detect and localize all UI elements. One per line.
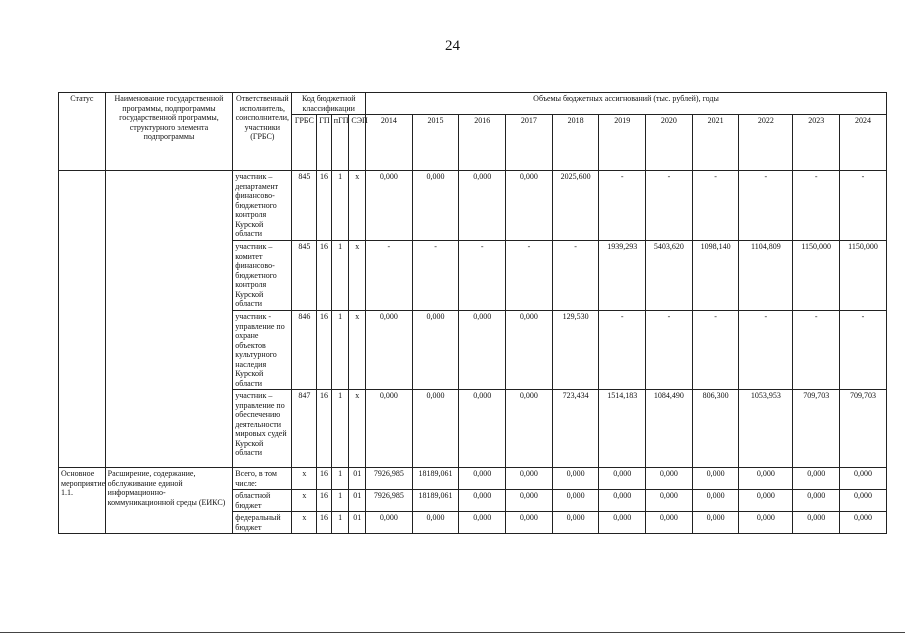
row-value-2018: 0,000 [552,490,599,512]
row-code-0: 845 [292,171,317,241]
row-value-2021: - [692,171,739,241]
row-value-2021: 806,300 [692,390,739,468]
row-value-2022: 0,000 [739,490,793,512]
row-code-2: 1 [331,171,349,241]
header-year-2016: 2016 [459,115,506,171]
row-code-0: х [292,468,317,490]
row-value-2018: 0,000 [552,512,599,534]
row-code-1: 16 [317,512,332,534]
row-value-2021: 0,000 [692,468,739,490]
header-code-0: ГРБС [292,115,317,171]
row-value-2021: 0,000 [692,490,739,512]
row-value-2014: 0,000 [366,512,413,534]
row-executor: федеральный бюджет [233,512,292,534]
row-value-2019: - [599,171,646,241]
row-value-2022: 0,000 [739,512,793,534]
row-value-2024: 0,000 [840,490,887,512]
row-code-3: 01 [349,490,366,512]
row-value-2016: - [459,241,506,311]
row-value-2016: 0,000 [459,171,506,241]
header-volumes-group: Объемы бюджетных ассигнований (тыс. рублей), годы [366,93,887,115]
row-value-2024: 0,000 [840,468,887,490]
header-code-3: СЭП [349,115,366,171]
row-value-2022: - [739,311,793,390]
page-bottom-edge [0,632,905,633]
row-value-2023: - [793,171,840,241]
row-code-3: 01 [349,468,366,490]
row-value-2024: - [840,311,887,390]
row-value-2015: 0,000 [412,512,459,534]
row-code-1: 16 [317,241,332,311]
row-value-2018: 129,530 [552,311,599,390]
row-value-2017: 0,000 [506,468,553,490]
row-value-2021: 1098,140 [692,241,739,311]
row-value-2020: 0,000 [646,490,693,512]
header-year-2017: 2017 [506,115,553,171]
row-value-2015: 18189,061 [412,468,459,490]
row-code-3: х [349,311,366,390]
row-value-2020: 5403,620 [646,241,693,311]
row-value-2024: 709,703 [840,390,887,468]
page-number: 24 [445,38,460,54]
row-value-2017: 0,000 [506,311,553,390]
row-value-2015: 0,000 [412,390,459,468]
row-value-2017: 0,000 [506,171,553,241]
row-code-0: х [292,490,317,512]
row-code-0: 846 [292,311,317,390]
row-value-2017: 0,000 [506,390,553,468]
row-executor: участник – управление по обеспечению деятельности мировых судей Курской области [233,390,292,468]
row-value-2022: - [739,171,793,241]
row-executor: областной бюджет [233,490,292,512]
row-value-2017: 0,000 [506,512,553,534]
header-year-2019: 2019 [599,115,646,171]
row-value-2022: 0,000 [739,468,793,490]
header-status: Статус [59,93,106,171]
header-row-1 [59,93,887,115]
header-executor: Ответственный исполнитель, соисполнители, участники (ГРБС) [233,93,292,171]
row-code-1: 16 [317,171,332,241]
row-value-2014: 0,000 [366,390,413,468]
row-code-3: х [349,171,366,241]
row-value-2018: 2025,600 [552,171,599,241]
row-value-2022: 1104,809 [739,241,793,311]
row-value-2016: 0,000 [459,311,506,390]
row-value-2017: - [506,241,553,311]
row-value-2019: 0,000 [599,512,646,534]
row-executor: участник – комитет финансово-бюджетного контроля Курской области [233,241,292,311]
row-code-3: х [349,241,366,311]
row-code-3: 01 [349,512,366,534]
table-body [59,171,887,534]
row-value-2023: 0,000 [793,468,840,490]
row-code-2: 1 [331,490,349,512]
row-status [59,171,106,468]
row-value-2014: 7926,985 [366,490,413,512]
header-year-2020: 2020 [646,115,693,171]
row-value-2016: 0,000 [459,468,506,490]
row-code-2: 1 [331,311,349,390]
row-value-2023: - [793,311,840,390]
row-code-1: 16 [317,311,332,390]
row-code-0: х [292,512,317,534]
header-year-2018: 2018 [552,115,599,171]
table-row [59,171,887,241]
row-value-2020: 0,000 [646,512,693,534]
row-code-0: 845 [292,241,317,311]
row-value-2014: - [366,241,413,311]
row-value-2014: 0,000 [366,171,413,241]
row-value-2016: 0,000 [459,512,506,534]
header-code-1: ГП [317,115,332,171]
row-value-2020: - [646,171,693,241]
header-year-2022: 2022 [739,115,793,171]
row-value-2023: 0,000 [793,490,840,512]
row-value-2019: 0,000 [599,490,646,512]
row-value-2016: 0,000 [459,390,506,468]
row-value-2020: - [646,311,693,390]
row-value-2014: 0,000 [366,311,413,390]
row-value-2015: - [412,241,459,311]
row-value-2020: 0,000 [646,468,693,490]
row-code-3: х [349,390,366,468]
row-value-2018: - [552,241,599,311]
row-value-2015: 0,000 [412,311,459,390]
row-code-1: 16 [317,490,332,512]
header-code-group: Код бюджетной классификации [292,93,366,115]
row-value-2019: - [599,311,646,390]
row-executor: Всего, в том числе: [233,468,292,490]
row-value-2021: - [692,311,739,390]
table-row [59,468,887,490]
row-value-2018: 723,434 [552,390,599,468]
header-year-2021: 2021 [692,115,739,171]
row-value-2024: 1150,000 [840,241,887,311]
row-program-name: Расширение, содержание, обслуживание единой информационно-коммуникационной среды (ЕИКС) [105,468,233,534]
header-code-2: пГП [331,115,349,171]
row-value-2018: 0,000 [552,468,599,490]
row-code-2: 1 [331,241,349,311]
row-executor: участник – департамент финансово-бюджетного контроля Курской области [233,171,292,241]
row-value-2015: 18189,061 [412,490,459,512]
row-code-1: 16 [317,468,332,490]
row-code-1: 16 [317,390,332,468]
row-code-2: 1 [331,468,349,490]
row-value-2019: 1939,293 [599,241,646,311]
row-value-2023: 1150,000 [793,241,840,311]
row-value-2022: 1053,953 [739,390,793,468]
row-value-2020: 1084,490 [646,390,693,468]
row-value-2015: 0,000 [412,171,459,241]
row-value-2019: 0,000 [599,468,646,490]
header-year-2024: 2024 [840,115,887,171]
header-program-name: Наименование государственной программы, подпрограммы государственной программы, структурного элемента подпрограммы [105,93,233,171]
header-year-2014: 2014 [366,115,413,171]
row-value-2023: 709,703 [793,390,840,468]
row-status: Основное мероприятие 1.1. [59,468,106,534]
row-value-2017: 0,000 [506,490,553,512]
row-code-2: 1 [331,390,349,468]
row-value-2023: 0,000 [793,512,840,534]
header-year-2015: 2015 [412,115,459,171]
row-value-2021: 0,000 [692,512,739,534]
budget-table [58,92,887,534]
header-year-2023: 2023 [793,115,840,171]
row-value-2016: 0,000 [459,490,506,512]
row-value-2024: 0,000 [840,512,887,534]
row-value-2014: 7926,985 [366,468,413,490]
row-program-name [105,171,233,468]
row-executor: участник - управление по охране объектов культурного наследия Курской области [233,311,292,390]
row-value-2019: 1514,183 [599,390,646,468]
row-value-2024: - [840,171,887,241]
row-code-2: 1 [331,512,349,534]
row-code-0: 847 [292,390,317,468]
